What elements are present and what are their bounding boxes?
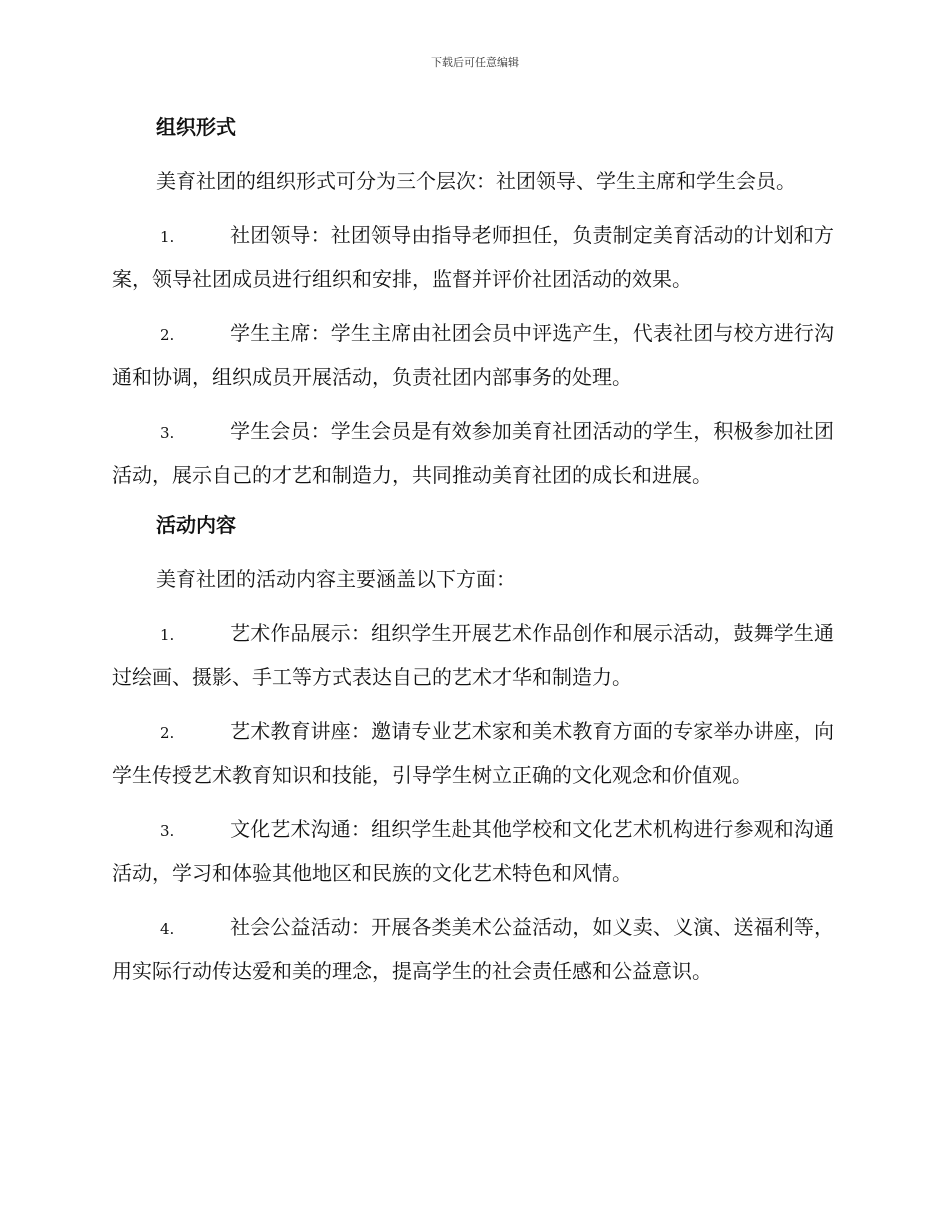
list-text: 文化艺术沟通：组织学生赴其他学校和文化艺术机构进行参观和沟通活动，学习和体验其他地区和民族的文化艺术特色和风情。	[112, 817, 834, 885]
section-intro-organization: 美育社团的组织形式可分为三个层次：社团领导、学生主席和学生会员。	[156, 169, 796, 193]
list-item	[112, 312, 834, 398]
section-heading-activities: 活动内容	[156, 513, 236, 537]
header-note: 下载后可任意编辑	[431, 56, 519, 69]
list-number: 3.	[160, 424, 175, 442]
list-number: 2.	[160, 724, 175, 742]
list-item	[112, 214, 834, 300]
list-text: 社团领导：社团领导由指导老师担任，负责制定美育活动的计划和方案，领导社团成员进行组织和安排，监督并评价社团活动的效果。	[112, 223, 834, 291]
list-text: 社会公益活动：开展各类美术公益活动，如义卖、义演、送福利等，用实际行动传达爱和美的理念，提高学生的社会责任感和公益意识。	[112, 915, 834, 983]
list-text: 艺术教育讲座：邀请专业艺术家和美术教育方面的专家举办讲座，向学生传授艺术教育知识和技能，引导学生树立正确的文化观念和价值观。	[112, 719, 834, 787]
list-number: 1.	[160, 626, 175, 644]
section-heading-organization: 组织形式	[156, 115, 236, 139]
list-item	[112, 710, 834, 796]
list-item	[112, 612, 834, 698]
list-number: 2.	[160, 326, 175, 344]
list-number: 3.	[160, 822, 175, 840]
list-text: 艺术作品展示：组织学生开展艺术作品创作和展示活动，鼓舞学生通过绘画、摄影、手工等方式表达自己的艺术才华和制造力。	[112, 621, 834, 689]
section-intro-activities: 美育社团的活动内容主要涵盖以下方面：	[156, 567, 516, 591]
list-item	[112, 808, 834, 894]
list-text: 学生主席：学生主席由社团会员中评选产生，代表社团与校方进行沟通和协调，组织成员开展活动，负责社团内部事务的处理。	[112, 321, 834, 389]
list-number: 1.	[160, 228, 175, 246]
list-item	[112, 906, 834, 992]
list-item	[112, 410, 834, 496]
list-number: 4.	[160, 920, 175, 938]
document-body	[112, 110, 834, 1004]
list-text: 学生会员：学生会员是有效参加美育社团活动的学生，积极参加社团活动，展示自己的才艺和制造力，共同推动美育社团的成长和进展。	[112, 419, 834, 487]
